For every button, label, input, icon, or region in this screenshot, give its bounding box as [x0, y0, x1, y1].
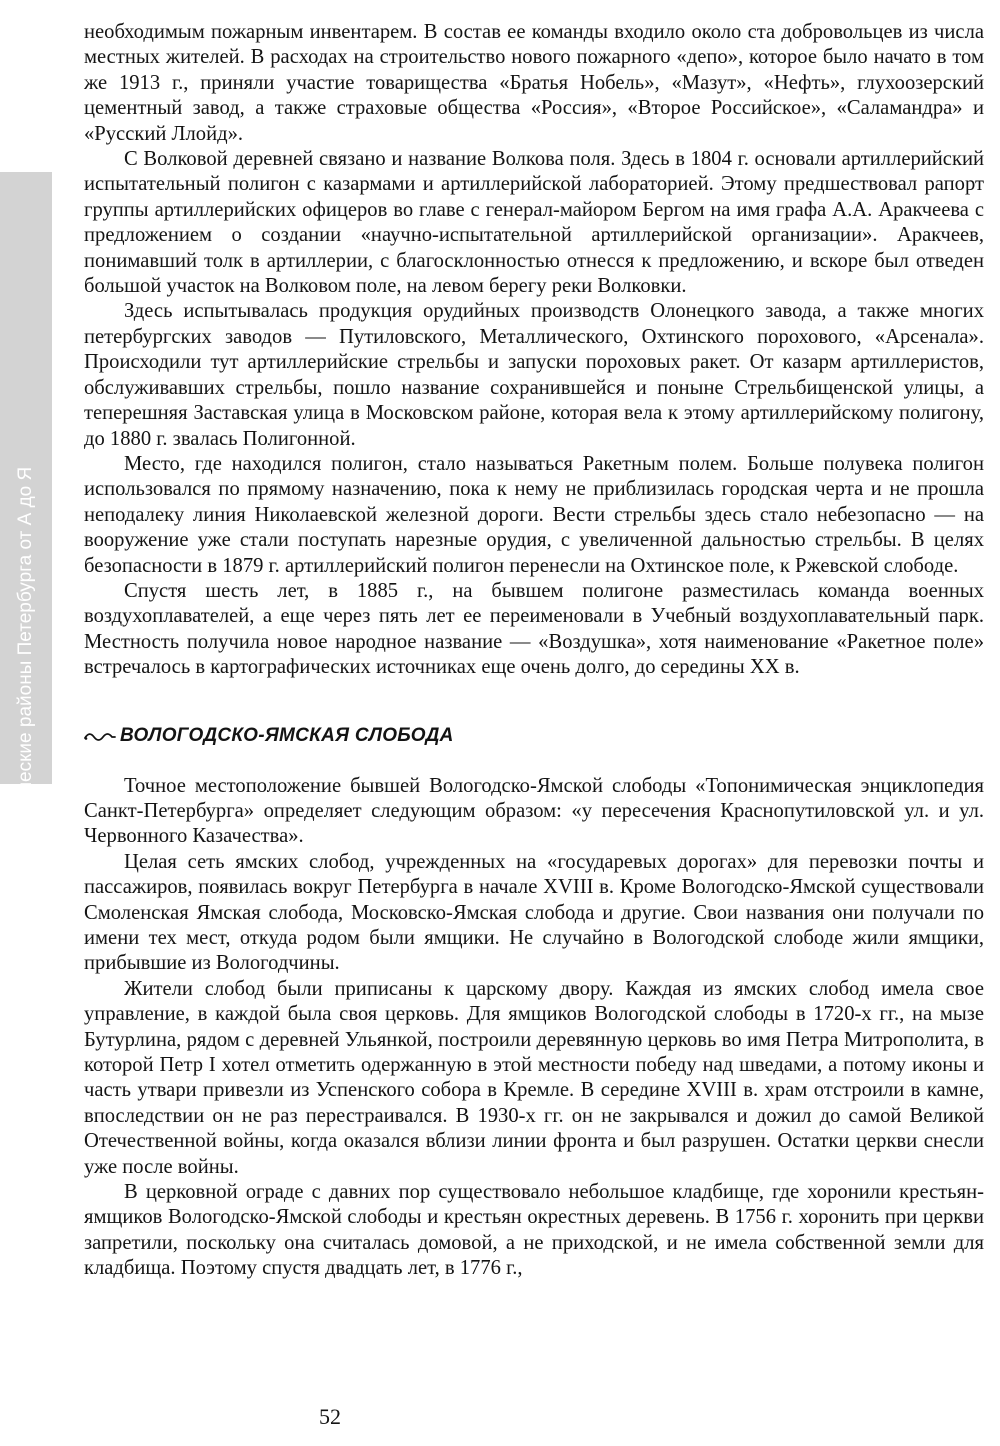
- section-heading-text: ВОЛОГОДСКО-ЯМСКАЯ СЛОБОДА: [120, 724, 454, 746]
- paragraph: Здесь испытывалась продукция орудийных производств Олонецкого завода, а также многих петербургских заводов — Путиловского, Металлического, Охтинского порохового, «Арсенала». Происходили тут артиллерийские стрельбы и запуски пороховых ракет. От казарм артиллеристов, обслуживавших стрельбы, пошло название сохранившейся и поныне Стрельбищенской улицы, а теперешняя Заставская улица в Московском районе, которая вела к этому артиллерийскому полигону, до 1880 г. звалась Полигонной.: [84, 300, 984, 450]
- paragraph: Место, где находился полигон, стало называться Ракетным полем. Больше полувека полигон использовался по прямому назначению, пока к нему не приблизилась городская черта и не прошла неподалеку линия Николаевской железной дороги. Вести стрельбы здесь стало небезопасно — на вооружение уже стали поступать нарезные орудия, с увеличенной дальностью стрельбы. В целях безопасности в 1879 г. артиллерийский полигон перенесли на Охтинское поле, к Ржевской слободе.: [84, 452, 984, 577]
- section-heading: [84, 724, 984, 748]
- paragraph: Целая сеть ямских слобод, учрежденных на «государевых дорогах» для перевозки почты и пассажиров, появилась вокруг Петербурга в начале XVIII в. Кроме Вологодско-Ямской существовали Смоленская Ямская слобода, Московско-Ямская слобода и другие. Свои названия они получали по имени тех мест, откуда родом были ямщики. Не случайно в Вологодской слободе жили ямщики, прибывшие из Вологодчины.: [84, 850, 984, 975]
- swash-ornament-icon: [84, 732, 116, 742]
- side-strip-title: Исторические районы Петербурга от А до Я: [15, 466, 36, 856]
- paragraph: Спустя шесть лет, в 1885 г., на бывшем полигоне разместилась команда военных воздухоплавателей, а еще через пять лет ее переименовали в Учебный воздухоплавательный парк. Местность получила новое народное название — «Воздушка», хотя наименование «Ракетное поле» встречалось в картографических источниках еще очень долго, до середины XX в.: [84, 579, 984, 679]
- paragraph: С Волковой деревней связано и название Волкова поля. Здесь в 1804 г. основали артиллерийский испытательный полигон с казармами и артиллерийской лабораторией. Этому предшествовал рапорт группы артиллерийских офицеров во главе с генерал-майором Бергом на имя графа А.А. Аракчеева с предложением о создании «научно-испытательной артиллерийской организации». Аракчеев, понимавший толк в артиллерии, с благосклонностью отнесся к предложению, и вскоре был отведен большой участок на Волковом поле, на левом берегу реки Волковки.: [84, 148, 984, 298]
- paragraph: Жители слобод были приписаны к царскому двору. Каждая из ямских слобод имела свое управление, в каждой была своя церковь. Для ямщиков Вологодской слободы в 1720-х гг., на мызе Бутурлина, рядом с деревней Ульянкой, построили деревянную церковь во имя Петра Митрополита, в которой Петр I хотел отметить одержанную в этой местности победу над шведами, а потому иконы и часть утвари привезли из Успенского собора в Кремле. В середине XVIII в. храм отстроили в камне, впоследствии он не раз перестраивался. В 1930-х гг. он не закрывался и дожил до самой Великой Отечественной войны, когда оказался вблизи линии фронта и был разрушен. Остатки церкви снесли уже после войны.: [84, 977, 984, 1178]
- page-number: 52: [319, 1404, 341, 1429]
- page-text: [84, 20, 984, 1282]
- paragraph: В церковной ограде с давних пор существовало небольшое кладбище, где хоронили крестьян-ямщиков Вологодско-Ямской слободы и крестьян окрестных деревень. В 1756 г. хоронить при церкви запретили, поскольку она считалась домовой, а не приходской, и не имела собственной земли для кладбища. Поэтому спустя двадцать лет, в 1776 г.,: [84, 1181, 984, 1280]
- side-strip: [0, 172, 52, 856]
- paragraph: необходимым пожарным инвентарем. В состав ее команды входило около ста добровольцев из числа местных жителей. В расходах на строительство нового пожарного «депо», которое было начато в том же 1913 г., приняли участие товарищества «Братья Нобель», «Мазут», «Нефть», глухоозерский цементный завод, а также страховые общества «Россия», «Второе Российское», «Саламандра» и «Русский Ллойд».: [84, 21, 984, 145]
- paragraph: Точное местоположение бывшей Вологодско-Ямской слободы «Топонимическая энциклопедия Санкт-Петербурга» определяет следующим образом: «у пересечения Краснопутиловской ул. и ул. Червонного Казачества».: [84, 774, 984, 848]
